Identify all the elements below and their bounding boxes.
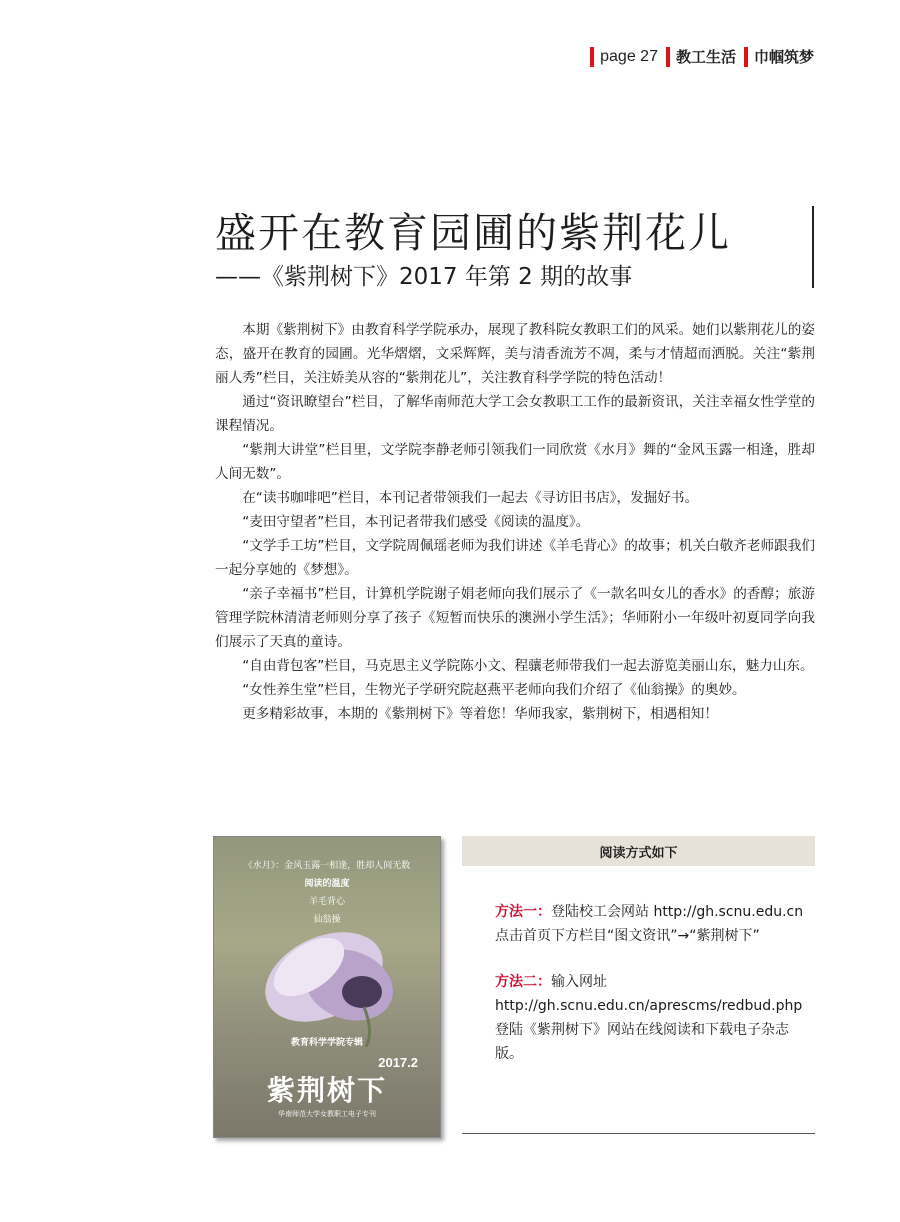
method-label: 方法一： <box>495 904 551 920</box>
paragraph: “自由背包客”栏目，马克思主义学院陈小文、程骧老师带我们一起去游览美丽山东，魅力山东。 <box>242 658 814 674</box>
flower-image <box>254 907 404 1047</box>
reading-methods <box>495 900 805 1088</box>
method-url[interactable]: 输入网址 http://gh.scnu.edu.cn/aprescms/redbud.php <box>495 974 803 1014</box>
paragraph: 通过“资讯瞭望台”栏目，了解华南师范大学工会女教职工工作的最新资讯，关注幸福女性学堂的课程情况。 <box>215 394 815 434</box>
paragraph: “麦田守望者”栏目，本刊记者带我们感受《阅读的温度》。 <box>242 514 590 530</box>
paragraph: 本期《紫荆树下》由教育科学学院承办，展现了教科院女教职工们的风采。她们以紫荆花儿的姿态，盛开在教育的园圃。光华熠熠，文采辉辉，美与清香流芳不凋，柔与才情超而洒脱。关注“紫荆丽人秀”栏目，关注娇美从容的“紫荆花儿”，关注教育科学学院的特色活动！ <box>215 322 815 386</box>
page-number: page 27 <box>600 47 658 65</box>
article-title: 盛开在教育园圃的紫荆花儿 <box>215 209 731 257</box>
cover-magazine-name: 紫荆树下 <box>266 1074 387 1107</box>
cover-line: 羊毛背心 <box>308 897 345 907</box>
column-name: 巾帼筑梦 <box>753 48 814 66</box>
method-url[interactable]: 登陆校工会网站 http://gh.scnu.edu.cn <box>551 904 804 920</box>
header-accent-bar <box>744 47 748 67</box>
paragraph: “文学手工坊”栏目，文学院周佩瑶老师为我们讲述《羊毛背心》的故事；机关白敬齐老师跟我们一起分享她的《梦想》。 <box>215 538 815 578</box>
reading-heading: 阅读方式如下 <box>462 836 815 866</box>
section-divider <box>462 1133 815 1134</box>
header-accent-bar <box>590 47 594 67</box>
paragraph: “亲子幸福书”栏目，计算机学院谢子娟老师向我们展示了《一款名叫女儿的香水》的香醇；旅游管理学院林清清老师则分享了孩子《短暂而快乐的澳洲小学生活》；华师附小一年级叶初夏同学向我们展示了天真的童诗。 <box>215 586 815 650</box>
title-divider <box>812 206 814 288</box>
method-description: 登陆《紫荆树下》网站在线阅读和下载电子杂志版。 <box>495 1022 789 1062</box>
cover-special: 教育科学学院专辑 <box>290 1038 363 1048</box>
cover-footer: 华南师范大学女教职工电子专刊 <box>278 1110 376 1118</box>
paragraph: “紫荆大讲堂”栏目里，文学院李静老师引领我们一同欣赏《水月》舞的“金风玉露一相逢，胜却人间无数”。 <box>215 442 815 482</box>
cover-issue: 2017.2 <box>378 1055 418 1070</box>
section-name: 教工生活 <box>675 48 736 66</box>
cover-line: 仙翁操 <box>313 915 341 925</box>
magazine-cover <box>213 836 441 1138</box>
method-description: 点击首页下方栏目“图文资讯”→“紫荆树下” <box>495 928 760 944</box>
method-label: 方法二： <box>495 974 551 990</box>
header-accent-bar <box>666 47 670 67</box>
cover-line: 《水月》：金风玉露一相逢，胜却人间无数 <box>243 861 411 871</box>
cover-line: 阅读的温度 <box>304 879 350 889</box>
method-one <box>495 900 805 948</box>
method-two <box>495 970 805 1066</box>
page-header <box>590 46 814 67</box>
article-body <box>215 318 815 726</box>
article-subtitle: ——《紫荆树下》2017 年第 2 期的故事 <box>215 264 633 290</box>
paragraph: “女性养生堂”栏目，生物光子学研究院赵燕平老师向我们介绍了《仙翁操》的奥妙。 <box>242 682 746 698</box>
paragraph: 更多精彩故事，本期的《紫荆树下》等着您！华师我家，紫荆树下，相遇相知！ <box>242 706 718 722</box>
paragraph: 在“读书咖啡吧”栏目，本刊记者带领我们一起去《寻访旧书店》，发掘好书。 <box>242 490 699 506</box>
